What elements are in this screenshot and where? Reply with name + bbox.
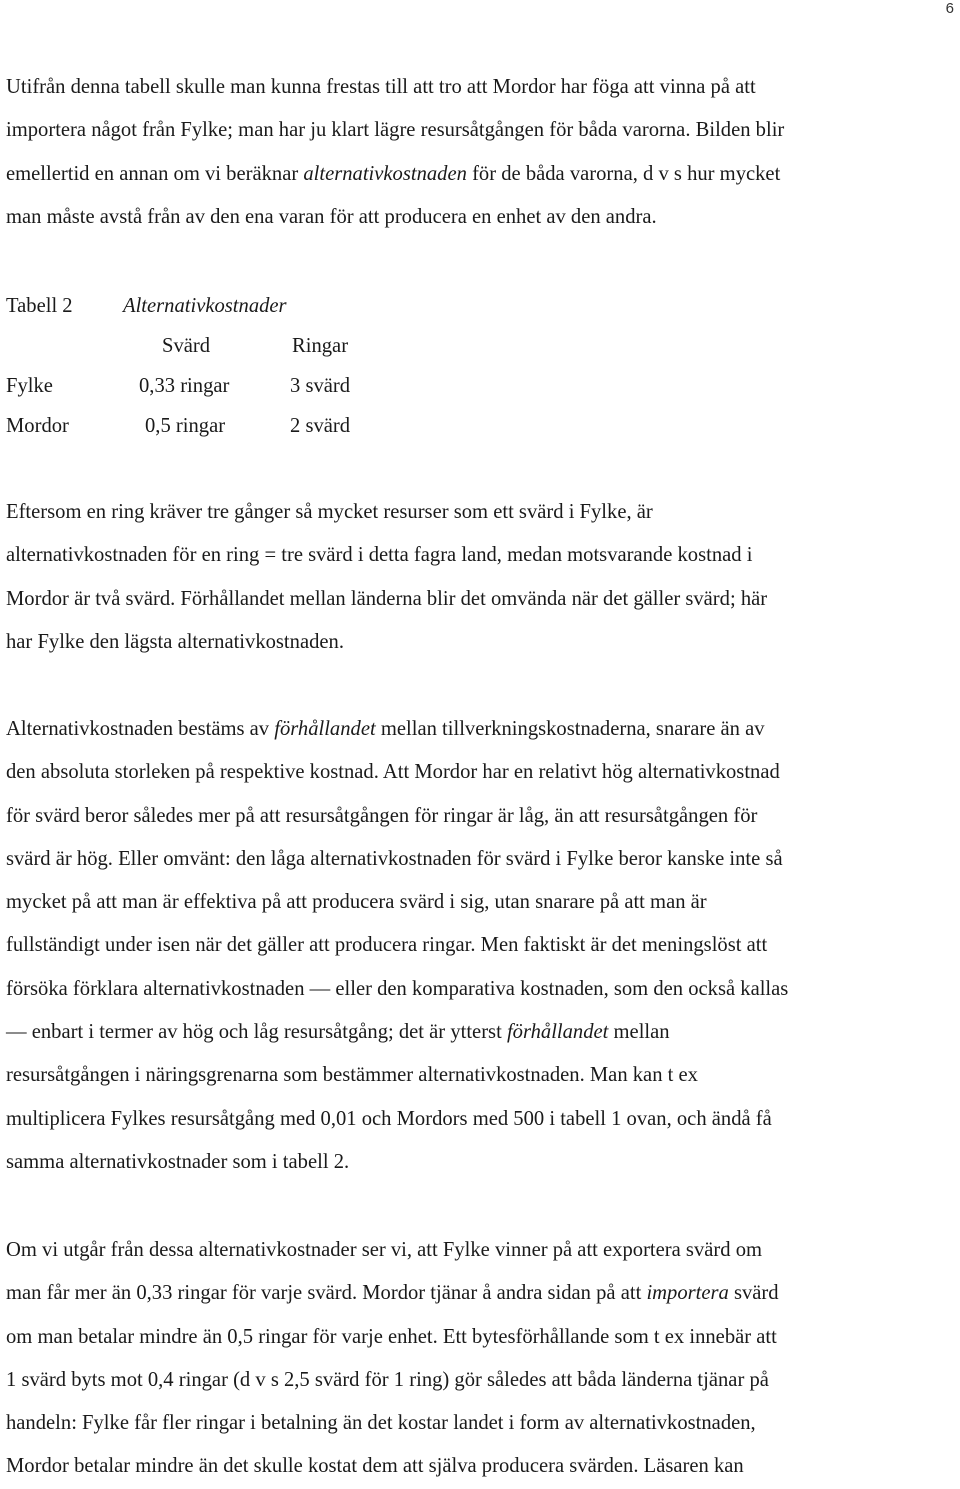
text-line: alternativkostnaden för en ring = tre svärd i detta fagra land, medan motsvarande kostnad i [6, 544, 753, 567]
text-line: resursåtgången i näringsgrenarna som bestämmer alternativkostnaden. Man kan t ex [6, 1064, 698, 1087]
text-line: för svärd beror således mer på att resursåtgången för ringar är låg, än att resursåtgången för [6, 804, 758, 827]
emphasis-term: importera [646, 1282, 729, 1305]
table-caption [6, 288, 287, 324]
text-line: Mordor är två svärd. Förhållandet mellan länderna blir det omvända när det gäller svärd; här [6, 587, 768, 610]
text-line: Eftersom en ring kräver tre gånger så mycket resurser som ett svärd i Fylke, är [6, 501, 653, 523]
paragraph-explanation [6, 491, 954, 664]
text-line: den absoluta storleken på respektive kostnad. Att Mordor har en relativt hög alternativkostnad [6, 761, 780, 784]
column-header-swords: Svärd [162, 335, 211, 357]
text-line: emellertid en annan om vi beräknar alternativkostnaden för de båda varorna, d v s hur mycket [6, 162, 781, 185]
table-cell: 2 svärd [290, 415, 351, 437]
row-label-mordor: Mordor [6, 415, 69, 437]
column-header-rings: Ringar [292, 335, 349, 357]
table-title: Alternativkostnader [123, 295, 287, 317]
text-line: fullständigt under isen när det gäller att producera ringar. Men faktiskt är det meningslöst att [6, 934, 768, 957]
text-line: Alternativkostnaden bestäms av förhållandet mellan tillverkningskostnaderna, snarare än av [6, 718, 765, 740]
text-line: handeln: Fylke får fler ringar i betalning än det kostar landet i form av alternativkostnaden, [6, 1412, 756, 1435]
text-line: Om vi utgår från dessa alternativkostnader ser vi, att Fylke vinner på att exportera svärd om [6, 1239, 763, 1261]
text-line: om man betalar mindre än 0,5 ringar för varje enhet. Ett bytesförhållande som t ex innebär att [6, 1325, 777, 1348]
text-line: — enbart i termer av hög och låg resursåtgång; det är ytterst förhållandet mellan [6, 1021, 670, 1044]
text-line: försöka förklara alternativkostnaden — eller den komparativa kostnaden, som den också kallas [6, 977, 789, 1000]
emphasis-term: förhållandet [274, 718, 376, 740]
text-line: mycket på att man är effektiva på att producera svärd i sig, utan snarare på att man är [6, 891, 707, 914]
table-label: Tabell 2 [6, 295, 73, 317]
emphasis-term: alternativkostnaden [303, 162, 467, 185]
text-line: har Fylke den lägsta alternativkostnaden. [6, 630, 344, 653]
table-cell: 3 svärd [290, 375, 351, 397]
text-line: importera något från Fylke; man har ju klart lägre resursåtgången för båda varorna. Bilden blir [6, 119, 785, 142]
text-line: samma alternativkostnader som i tabell 2. [6, 1150, 350, 1173]
text-line: Mordor betalar mindre än det skulle kostat dem att själva producera svärden. Läsaren kan [6, 1455, 744, 1478]
paragraph-intro [6, 66, 954, 239]
row-label-fylke: Fylke [6, 375, 53, 397]
text-line: Utifrån denna tabell skulle man kunna frestas till att tro att Mordor har föga att vinna på att [6, 76, 756, 98]
text-line: multiplicera Fylkes resursåtgång med 0,01 och Mordors med 500 i tabell 1 ovan, och ändå få [6, 1107, 772, 1130]
text-line: 1 svärd byts mot 0,4 ringar (d v s 2,5 svärd för 1 ring) gör således att båda länderna tjänar på [6, 1368, 769, 1391]
emphasis-term: förhållandet [506, 1021, 609, 1044]
text-line: man får mer än 0,33 ringar för varje svärd. Mordor tjänar å andra sidan på att importera svärd [6, 1282, 779, 1305]
text-line: svärd är hög. Eller omvänt: den låga alternativkostnaden för svärd i Fylke beror kanske inte så [6, 847, 783, 870]
text-line: man måste avstå från av den ena varan för att producera en enhet av den andra. [6, 205, 657, 228]
table-cell: 0,5 ringar [145, 415, 226, 437]
table-cell: 0,33 ringar [139, 375, 230, 397]
paragraph-trade [6, 1229, 954, 1489]
page-number: 6 [945, 0, 954, 17]
paragraph-ratio [6, 708, 954, 1184]
